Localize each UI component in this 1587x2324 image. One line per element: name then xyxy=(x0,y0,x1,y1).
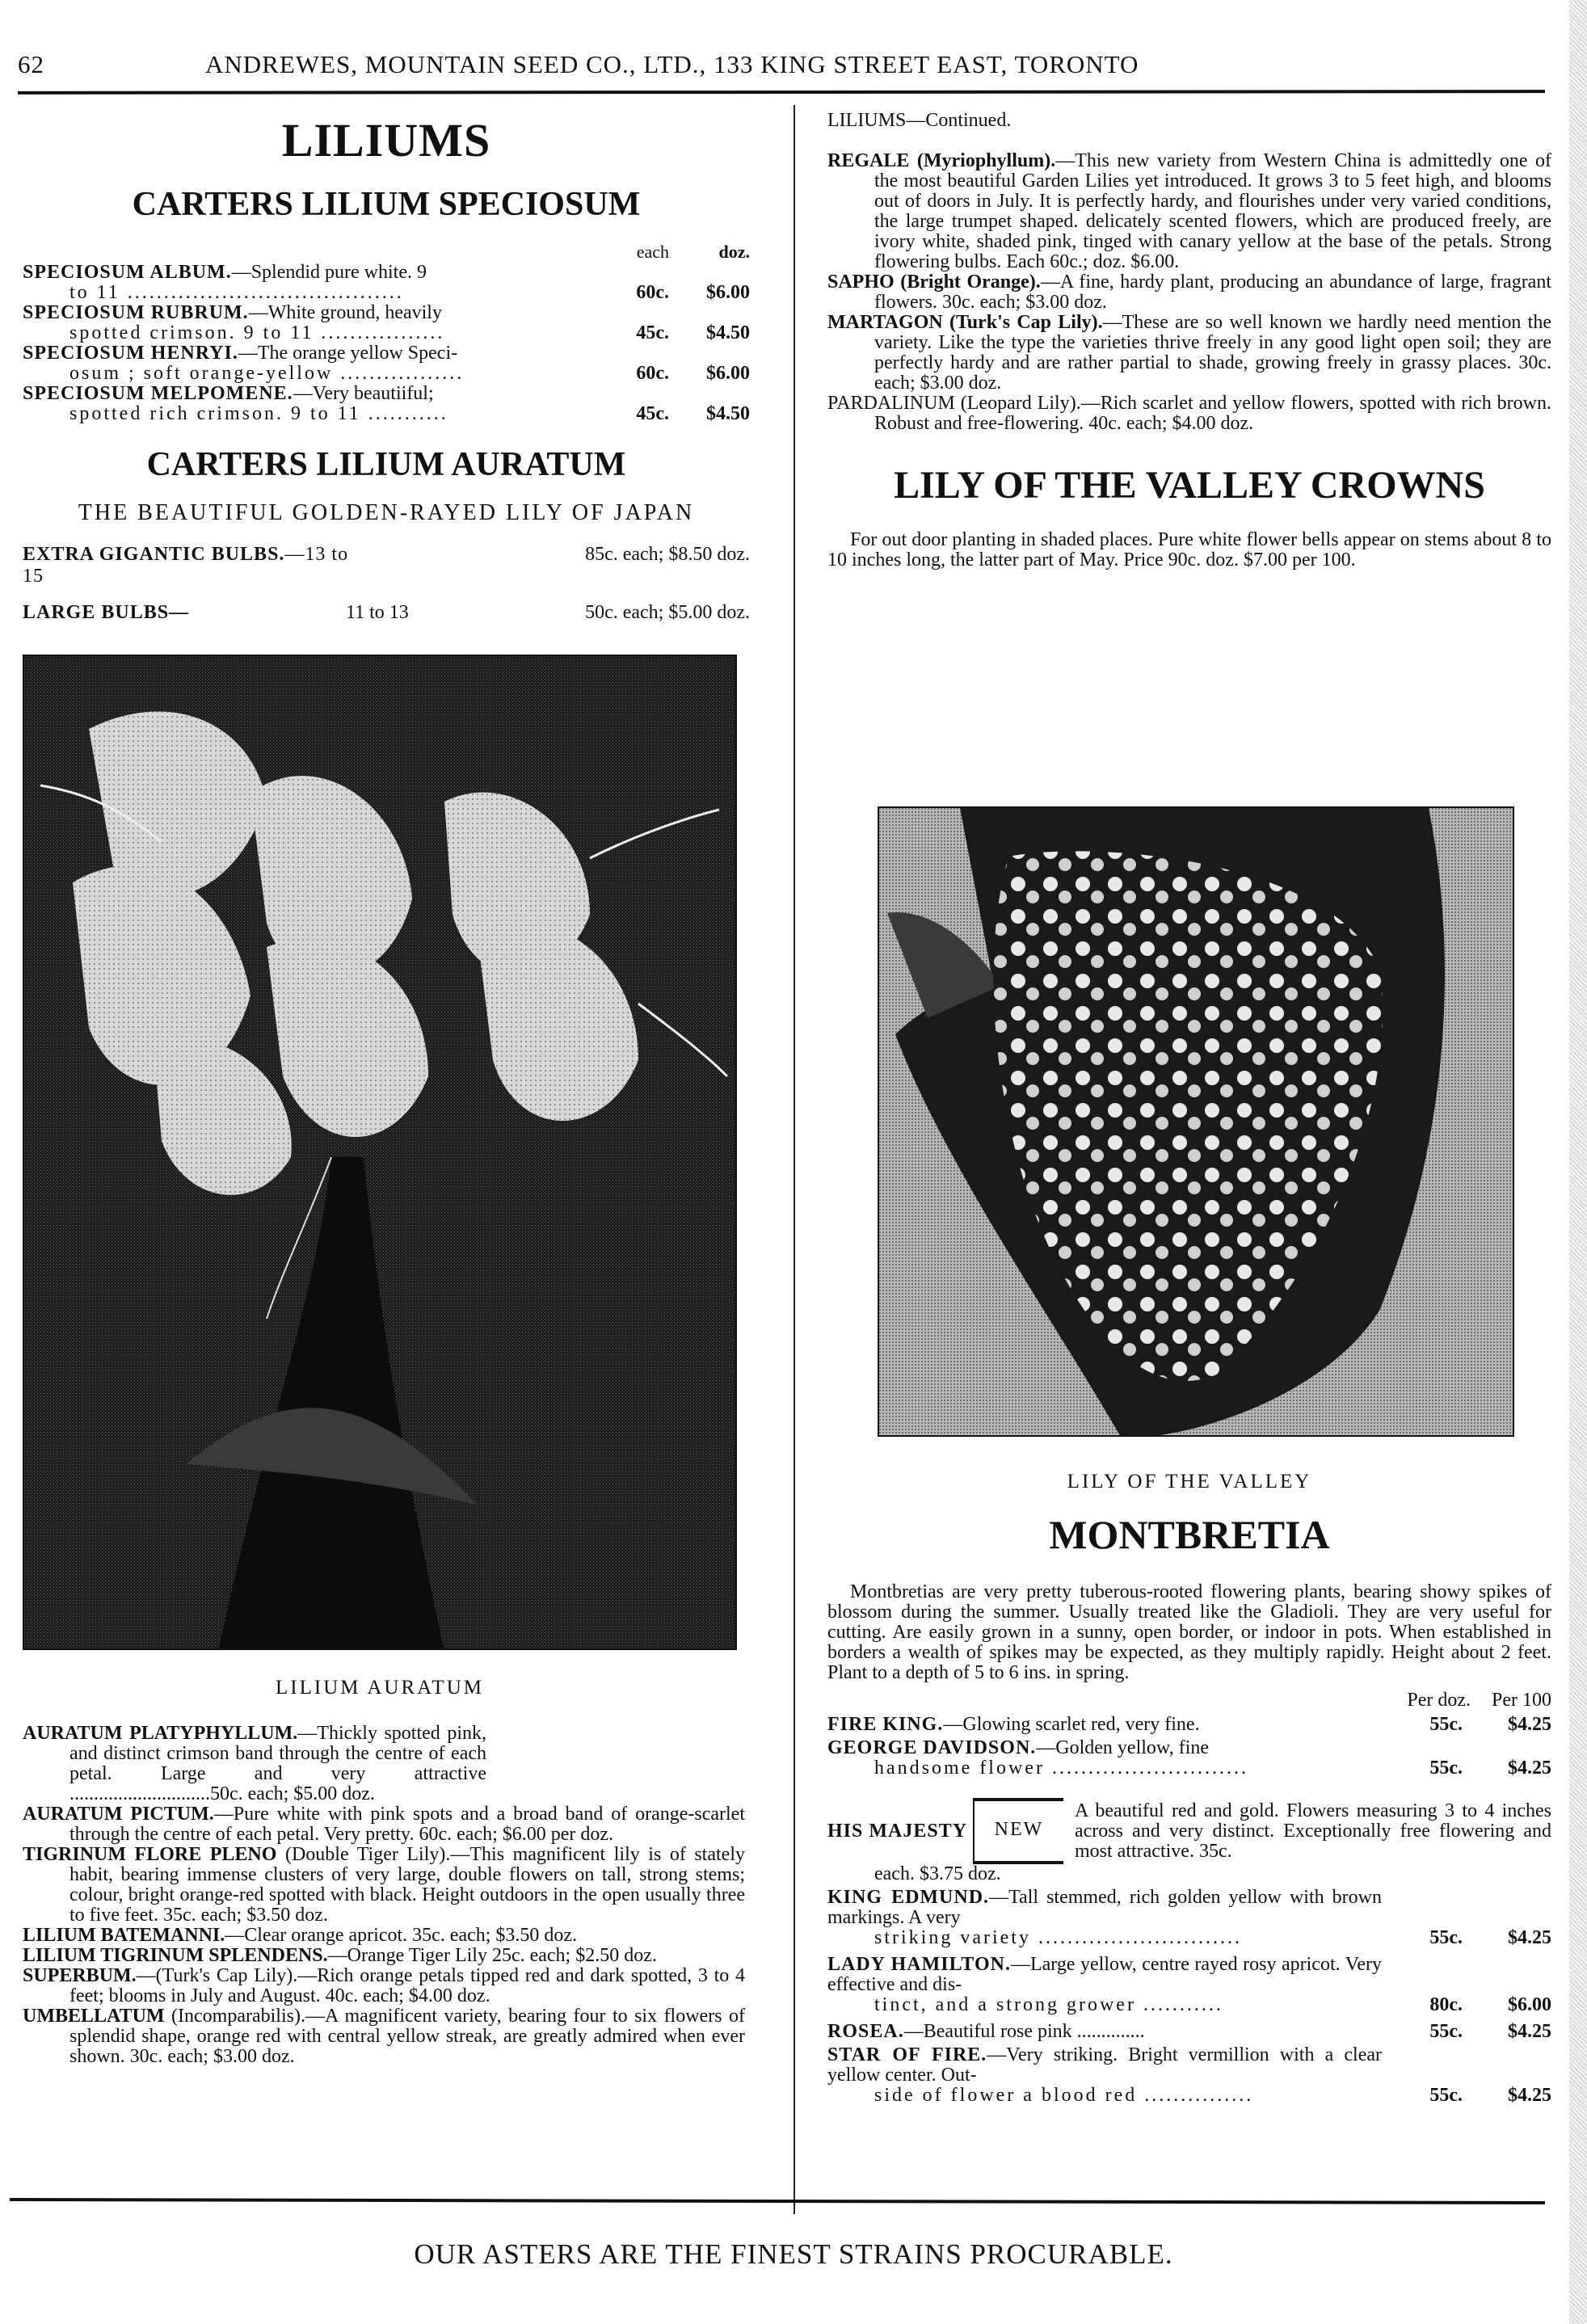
variety-name: SAPHO (Bright Orange). xyxy=(827,272,1041,293)
price-per-doz: 55c. xyxy=(1429,1927,1463,1948)
variety-entry xyxy=(23,2006,745,2067)
auratum-varieties-list xyxy=(23,1724,745,2067)
price-per-100: $4.25 xyxy=(1508,1927,1551,1948)
variety-name: LADY HAMILTON. xyxy=(827,1954,1011,1975)
variety-name: STAR OF FIRE. xyxy=(827,2044,987,2065)
variety-entry xyxy=(827,394,1551,434)
price-per-doz: 80c. xyxy=(1429,1994,1463,2015)
variety-name: AURATUM PICTUM. xyxy=(23,1804,214,1825)
variety-text: —This new variety from Western China is admittedly one of the most beautiful Garden Lilies yet introduced. It grows 3 to 5 feet high, and blooms out of doors in July. It is perfectly hardy, and flourishes under very varied conditions, the large trumpet shaped. delicately scented flowers, which are produced freely, are ivory white, shaded pink, tinged with canary yellow at the base of the petals. Strong flowering bulbs. Each 60c.; doz. $6.00. xyxy=(874,150,1551,272)
variety-name: LILIUM BATEMANNI. xyxy=(23,1925,225,1946)
his-majesty-price: each. $3.75 doz. xyxy=(874,1863,1001,1884)
price-doz: $6.00 xyxy=(706,363,750,384)
bulb-size: —13 to 15 xyxy=(23,544,349,587)
price-per-doz: 55c. xyxy=(1429,2021,1463,2042)
price-doz: $4.50 xyxy=(706,403,750,424)
variety-entry xyxy=(827,313,1551,394)
price-per-doz: 55c. xyxy=(1429,1758,1463,1779)
bulb-size-row xyxy=(23,544,750,587)
publisher-title: ANDREWES, MOUNTAIN SEED CO., LTD., 133 KING STREET EAST, TORONTO xyxy=(205,50,1139,78)
item-desc: —The orange yellow Speci- xyxy=(238,343,458,364)
variety-text: —A fine, hardy plant, producing an abundance of large, fragrant flowers. 30c. each; $3.00 doz. xyxy=(874,272,1552,313)
price-each: 60c. xyxy=(636,363,669,384)
montbretia-item xyxy=(827,1955,1551,2015)
price-doz: $4.50 xyxy=(706,322,750,343)
photo-caption-lilium-auratum: LILIUM AURATUM xyxy=(276,1677,484,1699)
footer-slogan: OUR ASTERS ARE THE FINEST STRAINS PROCURABLE. xyxy=(414,2238,1173,2270)
variety-name: HIS MAJESTY xyxy=(827,1821,968,1842)
variety-entry xyxy=(23,1926,745,1946)
page-edge-scan-artifact xyxy=(1569,0,1587,2324)
variety-desc: —Beautiful rose pink .............. xyxy=(903,2021,1145,2042)
speciosum-heading: CARTERS LILIUM SPECIOSUM xyxy=(132,186,641,223)
running-header xyxy=(18,50,1537,82)
col-per-100-label: Per 100 xyxy=(1492,1690,1551,1711)
section-title-liliums: LILIUMS xyxy=(281,114,491,166)
variety-name: GEORGE DAVIDSON. xyxy=(827,1737,1037,1758)
his-majesty-entry xyxy=(827,1798,1551,1864)
variety-text: A beautiful red and gold. Flowers measuring 3 to 4 inches across and very distinct. Exceptionally free flowering and most attractive. 35c. xyxy=(1075,1800,1551,1862)
montbretia-price-header xyxy=(827,1690,1551,1711)
variety-name: LILIUM TIGRINUM SPLENDENS. xyxy=(23,1945,328,1966)
price-each: 45c. xyxy=(636,403,669,424)
variety-name: PARDALINUM xyxy=(827,393,955,414)
variety-name: UMBELLATUM xyxy=(23,2006,165,2027)
variety-name: REGALE (Myriophyllum). xyxy=(827,150,1056,171)
variety-entry xyxy=(23,1946,745,1966)
variety-entry xyxy=(827,151,1551,272)
variety-name: FIRE KING. xyxy=(827,1714,944,1735)
montbretia-item xyxy=(827,1715,1551,1735)
variety-desc-cont: striking variety ............................ xyxy=(874,1927,1242,1948)
variety-desc-cont: handsome flower ........................... xyxy=(874,1758,1248,1779)
item-desc-cont: spotted crimson. 9 to 11 ................. xyxy=(69,322,445,343)
variety-desc: —Glowing scarlet red, very fine. xyxy=(943,1714,1200,1735)
price-each: 45c. xyxy=(636,322,669,343)
lily-of-the-valley-photo xyxy=(878,806,1514,1437)
montbretia-item xyxy=(827,1888,1551,1948)
price-per-doz: 55c. xyxy=(1429,1714,1463,1735)
variety-name: TIGRINUM FLORE PLENO xyxy=(23,1844,277,1865)
column-divider xyxy=(794,105,795,2214)
bulb-size-row xyxy=(23,602,750,624)
variety-desc-cont: tinct, and a strong grower ........... xyxy=(874,1994,1223,2015)
new-badge: NEW xyxy=(973,1798,1063,1864)
item-name: SPECIOSUM ALBUM. xyxy=(23,262,232,283)
montbretia-item xyxy=(827,2022,1551,2042)
variety-text: —Pure white with pink spots and a broad band of orange-scarlet through the centre of each petal. Very pretty. 60c. each; $6.00 per doz. xyxy=(69,1804,745,1845)
price-doz: $6.00 xyxy=(706,282,750,303)
price-list-item xyxy=(23,384,750,424)
item-desc: —Very beautiiful; xyxy=(293,383,434,404)
variety-entry xyxy=(23,1804,745,1845)
bulb-size: 11 to 13 xyxy=(346,602,409,623)
variety-name: KING EDMUND. xyxy=(827,1887,990,1908)
montbretia-item xyxy=(827,1738,1551,1779)
lily-of-the-valley-bouquet-illustration xyxy=(879,808,1514,1437)
variety-entry xyxy=(23,1724,745,1804)
variety-text: (Double Tiger Lily).—This magnificent lily is of stately habit, bearing immense clusters of very large, double flowers on tall, strong stems; colour, bright orange-red spotted with black. Height outdoors in the open usually three to five feet. 35c. each; $3.50 doz. xyxy=(69,1844,745,1926)
lily-of-the-valley-description: For out door planting in shaded places. Pure white flower bells appear on stems about 8 to 10 inches long, the latter part of May. Price 90c. doz. $7.00 per 100. xyxy=(827,529,1551,570)
bulb-grade: EXTRA GIGANTIC BULBS. xyxy=(23,544,285,565)
variety-text: —These are so well known we hardly need mention the variety. Like the type the varieties thrive freely in any good light open soil; they are perfectly hardy and are rather partial to shade, growing freely in grassy places. 30c. each; $3.00 doz. xyxy=(874,312,1551,394)
montbretia-heading: MONTBRETIA xyxy=(1049,1512,1330,1557)
variety-name: ROSEA. xyxy=(827,2021,904,2042)
price-per-100: $4.25 xyxy=(1508,1714,1551,1735)
variety-text: (Leopard Lily).—Rich scarlet and yellow flowers, spotted with rich brown. Robust and free-flowering. 40c. each; $4.00 doz. xyxy=(874,393,1551,434)
variety-desc: —Golden yellow, fine xyxy=(1036,1737,1210,1758)
montbretia-intro: Montbretias are very pretty tuberous-rooted flowering plants, bearing showy spikes of blossom during the summer. Usually treated like the Gladioli. They are very useful for cutting. Are easily grown in a sunny, open border, or indoor in pots. When established in borders a wealth of spikes may be expected, as they multiply rapidly. Height about 2 feet. Plant to a depth of 5 to 6 ins. in spring. xyxy=(827,1581,1551,1683)
variety-desc: —Tall stemmed, rich golden yellow with brown markings. A very xyxy=(827,1887,1382,1928)
variety-name: MARTAGON (Turk's Cap Lily). xyxy=(827,312,1103,333)
auratum-heading: CARTERS LILIUM AURATUM xyxy=(146,446,626,483)
variety-text: —Thickly spotted pink, and distinct crimson band through the centre of each petal. Large and very attractive .............................50c. each; $5.00 doz. xyxy=(69,1723,486,1804)
auratum-subtitle: THE BEAUTIFUL GOLDEN-RAYED LILY OF JAPAN xyxy=(78,500,695,525)
right-column xyxy=(827,105,1552,2106)
variety-name: AURATUM PLATYPHYLLUM. xyxy=(23,1723,298,1744)
lily-of-the-valley-heading: LILY OF THE VALLEY CROWNS xyxy=(894,464,1485,507)
page-number: 62 xyxy=(18,50,44,78)
speciosum-list xyxy=(23,263,750,424)
item-name: SPECIOSUM RUBRUM. xyxy=(23,302,249,323)
item-desc: —White ground, heavily xyxy=(248,302,442,323)
price-per-100: $4.25 xyxy=(1508,2085,1551,2106)
variety-text: —(Turk's Cap Lily).—Rich orange petals tipped red and dark spotted, 3 to 4 feet; blooms in July and August. 40c. each; $4.00 doz. xyxy=(69,1965,745,2006)
lilium-auratum-photo xyxy=(23,655,737,1650)
item-name: SPECIOSUM MELPOMENE. xyxy=(23,383,293,404)
price-per-100: $6.00 xyxy=(1508,1994,1551,2015)
lily-flowers-illustration xyxy=(24,656,737,1650)
variety-entry xyxy=(827,272,1551,313)
variety-entry xyxy=(23,1845,745,1926)
liliums-continued-list xyxy=(827,151,1551,434)
variety-text: —Clear orange apricot. 35c. each; $3.50 doz. xyxy=(225,1925,578,1946)
item-desc-cont: spotted rich crimson. 9 to 11 ........... xyxy=(69,403,448,424)
bulb-price: 50c. each; $5.00 doz. xyxy=(585,602,750,623)
variety-text: (Incomparabilis).—A magnificent variety, bearing four to six flowers of splendid shape, orange red with central yellow streak, are greatly admired when ever shown. 30c. each; $3.00 doz. xyxy=(69,2006,745,2067)
montbretia-item xyxy=(827,2045,1551,2106)
item-desc: —Splendid pure white. 9 xyxy=(231,262,427,283)
item-desc-cont: to 11 ...................................... xyxy=(69,282,404,303)
col-per-doz-label: Per doz. xyxy=(1407,1690,1471,1711)
speciosum-price-header xyxy=(23,242,750,263)
item-name: SPECIOSUM HENRYI. xyxy=(23,343,238,364)
bulb-grade: LARGE BULBS— xyxy=(23,602,190,623)
variety-desc: —Very striking. Bright vermillion with a clear yellow center. Out- xyxy=(827,2044,1382,2086)
price-each: 60c. xyxy=(636,282,669,303)
price-per-100: $4.25 xyxy=(1508,2021,1551,2042)
header-rule xyxy=(18,90,1545,95)
price-list-item xyxy=(23,263,750,303)
footer-rule xyxy=(10,2198,1545,2204)
col-each-label: each xyxy=(636,242,669,262)
price-per-100: $4.25 xyxy=(1508,1758,1551,1779)
col-doz-label: doz. xyxy=(718,242,750,262)
continued-label: LILIUMS—Continued. xyxy=(827,110,1012,131)
price-list-item xyxy=(23,343,750,384)
variety-name: SUPERBUM. xyxy=(23,1965,137,1986)
photo-caption-lily-of-the-valley: LILY OF THE VALLEY xyxy=(1067,1471,1312,1492)
left-column xyxy=(23,105,750,2067)
variety-desc: —Large yellow, centre rayed rosy apricot. Very effective and dis- xyxy=(827,1954,1383,1995)
item-desc-cont: osum ; soft orange-yellow ................. xyxy=(69,363,465,384)
bulb-price: 85c. each; $8.50 doz. xyxy=(585,544,750,565)
variety-entry xyxy=(23,1966,745,2006)
variety-desc-cont: side of flower a blood red ............... xyxy=(874,2085,1254,2106)
price-list-item xyxy=(23,303,750,343)
variety-text: —Orange Tiger Lily 25c. each; $2.50 doz. xyxy=(327,1945,657,1966)
montbretia-section xyxy=(827,1511,1551,2106)
price-per-doz: 55c. xyxy=(1429,2085,1463,2106)
